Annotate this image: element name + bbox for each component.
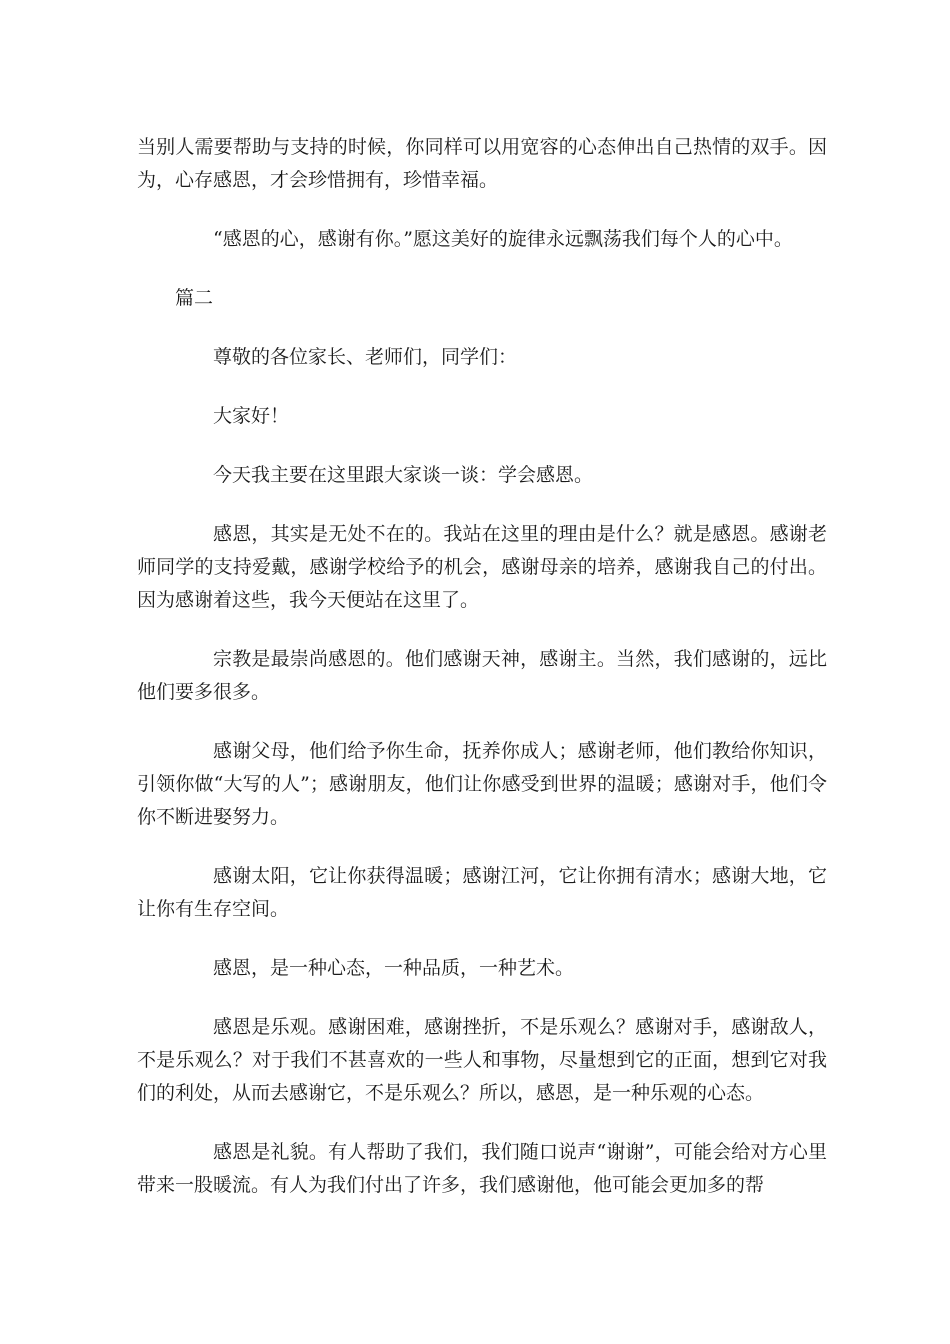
document-body <box>137 131 827 1228</box>
section-heading: 篇二 <box>175 287 214 309</box>
paragraph: 当别人需要帮助与支持的时候，你同样可以用宽容的心态伸出自己热情的双手。因为，心存感恩，才会珍惜拥有，珍惜幸福。 <box>137 136 827 191</box>
paragraph: 今天我主要在这里跟大家谈一谈：学会感恩。 <box>213 464 594 486</box>
paragraph: “感恩的心，感谢有你。”愿这美好的旋律永远飘荡我们每个人的心中。 <box>213 228 793 250</box>
paragraph: 大家好！ <box>213 405 290 427</box>
paragraph: 感恩是礼貌。有人帮助了我们，我们随口说声“谢谢”，可能会给对方心里带来一股暖流。有人为我们付出了许多，我们感谢他，他可能会更加多的帮 <box>137 1141 827 1196</box>
paragraph: 尊敬的各位家长、老师们，同学们： <box>213 346 518 368</box>
paragraph: 宗教是最崇尚感恩的。他们感谢天神，感谢主。当然，我们感谢的，远比他们要多很多。 <box>137 648 827 703</box>
paragraph: 感恩是乐观。感谢困难，感谢挫折，不是乐观么？感谢对手，感谢敌人，不是乐观么？对于我们不甚喜欢的一些人和事物，尽量想到它的正面，想到它对我们的利处，从而去感谢它，不是乐观么？所以，感恩，是一种乐观的心态。 <box>137 1016 827 1104</box>
paragraph: 感恩，是一种心态，一种品质，一种艺术。 <box>213 957 575 979</box>
paragraph: 感谢父母，他们给予你生命，抚养你成人；感谢老师，他们教给你知识，引领你做“大写的人”；感谢朋友，他们让你感受到世界的温暖；感谢对手，他们令你不断进娶努力。 <box>137 740 827 828</box>
paragraph: 感恩，其实是无处不在的。我站在这里的理由是什么？就是感恩。感谢老师同学的支持爱戴，感谢学校给予的机会，感谢母亲的培养，感谢我自己的付出。因为感谢着这些，我今天便站在这里了。 <box>137 523 827 611</box>
paragraph: 感谢太阳，它让你获得温暖；感谢江河，它让你拥有清水；感谢大地，它让你有生存空间。 <box>137 865 827 920</box>
